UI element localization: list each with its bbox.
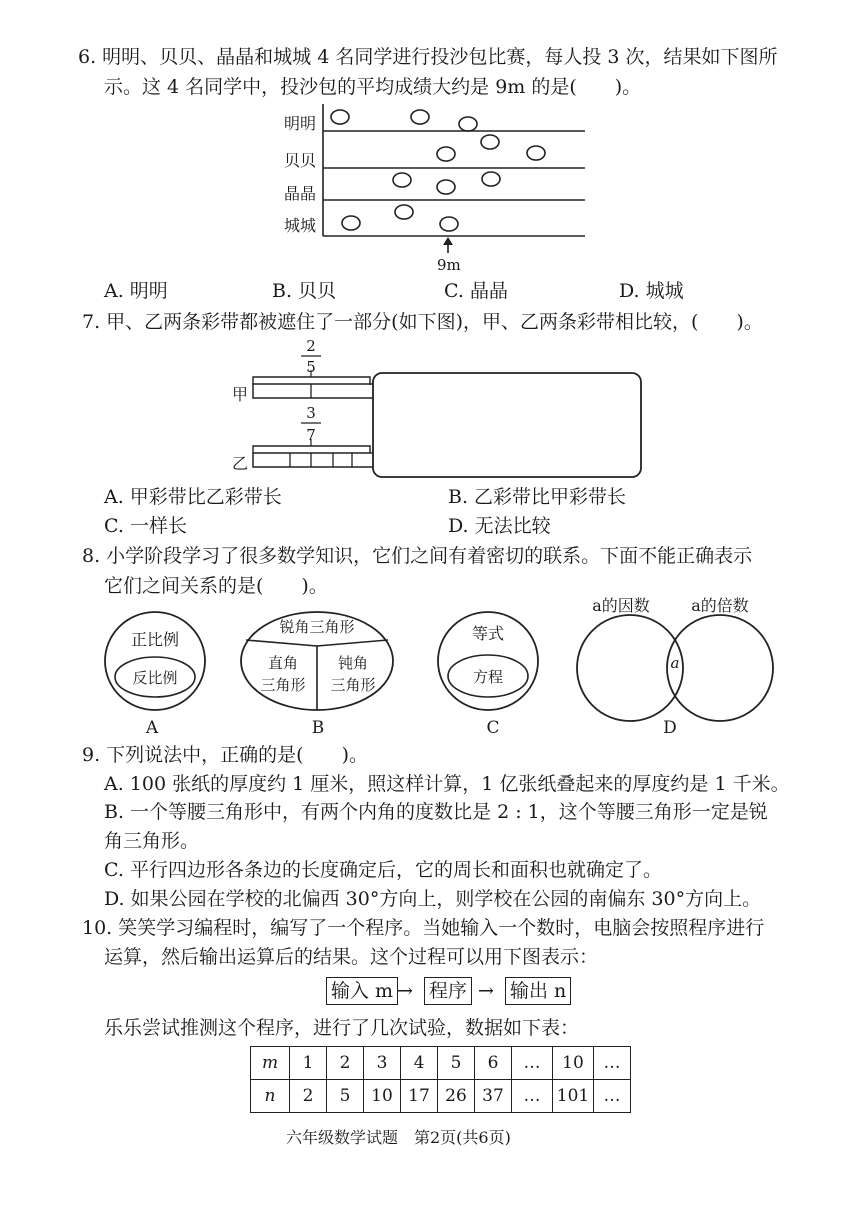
q7-stem: 7. 甲、乙两条彩带都被遮住了一部分(如下图)，甲、乙两条彩带相比较，( )。 <box>82 311 763 333</box>
q7-f2-num: 3 <box>306 404 316 422</box>
table-cell: … <box>594 1080 631 1113</box>
table-cell: 5 <box>327 1080 364 1113</box>
q10-data-table <box>250 1046 631 1113</box>
table-cell: 2 <box>327 1047 364 1080</box>
table-cell: 6 <box>475 1047 512 1080</box>
q7-label-jia: 甲 <box>232 385 249 404</box>
table-cell: 1 <box>290 1047 327 1080</box>
table-cell: n <box>251 1080 290 1113</box>
q8-d-mid-label: a <box>670 654 680 672</box>
q6-option-b: B. 贝贝 <box>272 280 337 302</box>
table-cell: m <box>251 1047 290 1080</box>
q7-option-b: B. 乙彩带比甲彩带长 <box>448 486 627 508</box>
table-cell: 10 <box>553 1047 594 1080</box>
q8-c-inner-label: 方程 <box>472 668 504 686</box>
q7-label-yi: 乙 <box>232 454 249 473</box>
q8-label-b: B <box>311 718 325 738</box>
q10-stem-line1: 10. 笑笑学习编程时，编写了一个程序。当她输入一个数时，电脑会按照程序进行 <box>82 917 765 939</box>
table-cell: … <box>512 1080 553 1113</box>
table-cell: 10 <box>364 1080 401 1113</box>
table-cell: 2 <box>290 1080 327 1113</box>
q6-option-c: C. 晶晶 <box>444 280 508 302</box>
table-cell: … <box>594 1047 631 1080</box>
q10-flow-arrow: → <box>478 980 494 1002</box>
q9-stem: 9. 下列说法中，正确的是( )。 <box>82 744 368 766</box>
q7-f2-den: 7 <box>306 426 316 444</box>
q6-9m-label: 9m <box>437 256 461 274</box>
page-footer: 六年级数学试题 第2页(共6页) <box>286 1128 511 1147</box>
table-row <box>251 1047 631 1080</box>
q8-d-left-label: a的因数 <box>592 596 650 615</box>
q7-f1-den: 5 <box>306 358 316 376</box>
q7-option-c: C. 一样长 <box>104 515 187 537</box>
table-row <box>251 1080 631 1113</box>
q8-label-c: C <box>486 718 500 738</box>
q9-option-a: A. 100 张纸的厚度约 1 厘米，照这样计算，1 亿张纸叠起来的厚度约是 1 千米。 <box>104 773 790 795</box>
q8-d-right-label: a的倍数 <box>691 596 749 615</box>
q8-b-right-label1: 钝角 <box>337 654 369 672</box>
table-cell: 3 <box>364 1047 401 1080</box>
table-cell: 101 <box>553 1080 594 1113</box>
q10-flow-program: 程序 <box>424 977 472 1005</box>
q10-flow-input: 输入 m <box>326 977 398 1005</box>
q10-stem-line3: 乐乐尝试推测这个程序，进行了几次试验，数据如下表： <box>104 1017 580 1039</box>
q8-a-outer-circle <box>105 612 205 710</box>
q7-option-d: D. 无法比较 <box>448 515 551 537</box>
q6-stem-line2: 示。这 4 名同学中，投沙包的平均成绩大约是 9m 的是( )。 <box>104 76 642 98</box>
q8-stem-line2: 它们之间关系的是( )。 <box>104 575 328 597</box>
q6-name: 明明 <box>284 114 317 133</box>
q8-stem-line1: 8. 小学阶段学习了很多数学知识，它们之间有着密切的联系。下面不能正确表示 <box>82 545 753 567</box>
table-cell: 37 <box>475 1080 512 1113</box>
q6-stem-line1: 6. 明明、贝贝、晶晶和城城 4 名同学进行投沙包比赛，每人投 3 次，结果如下图所 <box>78 46 778 68</box>
q8-b-left-label2: 三角形 <box>260 676 306 694</box>
q6-option-d: D. 城城 <box>619 280 684 302</box>
q8-c-outer-label: 等式 <box>471 624 505 643</box>
table-cell: … <box>512 1047 553 1080</box>
q8-label-d: D <box>663 718 677 738</box>
q7-option-a: A. 甲彩带比乙彩带长 <box>104 486 282 508</box>
q10-flow-output: 输出 n <box>505 977 571 1005</box>
q6-option-a: A. 明明 <box>104 280 168 302</box>
q8-b-left-label1: 直角 <box>267 654 299 672</box>
q9-option-c: C. 平行四边形各条边的长度确定后，它的周长和面积也就确定了。 <box>104 859 662 881</box>
table-cell: 26 <box>438 1080 475 1113</box>
q8-b-right-label2: 三角形 <box>330 676 376 694</box>
q6-name: 城城 <box>284 216 317 235</box>
q9-option-d: D. 如果公园在学校的北偏西 30°方向上，则学校在公园的南偏东 30°方向上。 <box>104 888 762 910</box>
table-cell: 4 <box>401 1047 438 1080</box>
q8-label-a: A <box>145 718 159 738</box>
q10-stem-line2: 运算，然后输出运算后的结果。这个过程可以用下图表示： <box>104 946 599 968</box>
q8-a-inner-label: 反比例 <box>132 669 178 687</box>
q9-option-b-line2: 角三角形。 <box>104 830 200 852</box>
q6-name: 贝贝 <box>284 151 317 170</box>
q7-f1-num: 2 <box>306 337 316 355</box>
table-cell: 17 <box>401 1080 438 1113</box>
q8-a-outer-label: 正比例 <box>130 630 180 649</box>
q6-name: 晶晶 <box>284 184 317 203</box>
table-cell: 5 <box>438 1047 475 1080</box>
q9-option-b-line1: B. 一个等腰三角形中，有两个内角的度数比是 2 : 1，这个等腰三角形一定是锐 <box>104 801 768 823</box>
q10-flow-arrow: → <box>397 980 413 1002</box>
q8-b-top-label: 锐角三角形 <box>279 618 355 636</box>
